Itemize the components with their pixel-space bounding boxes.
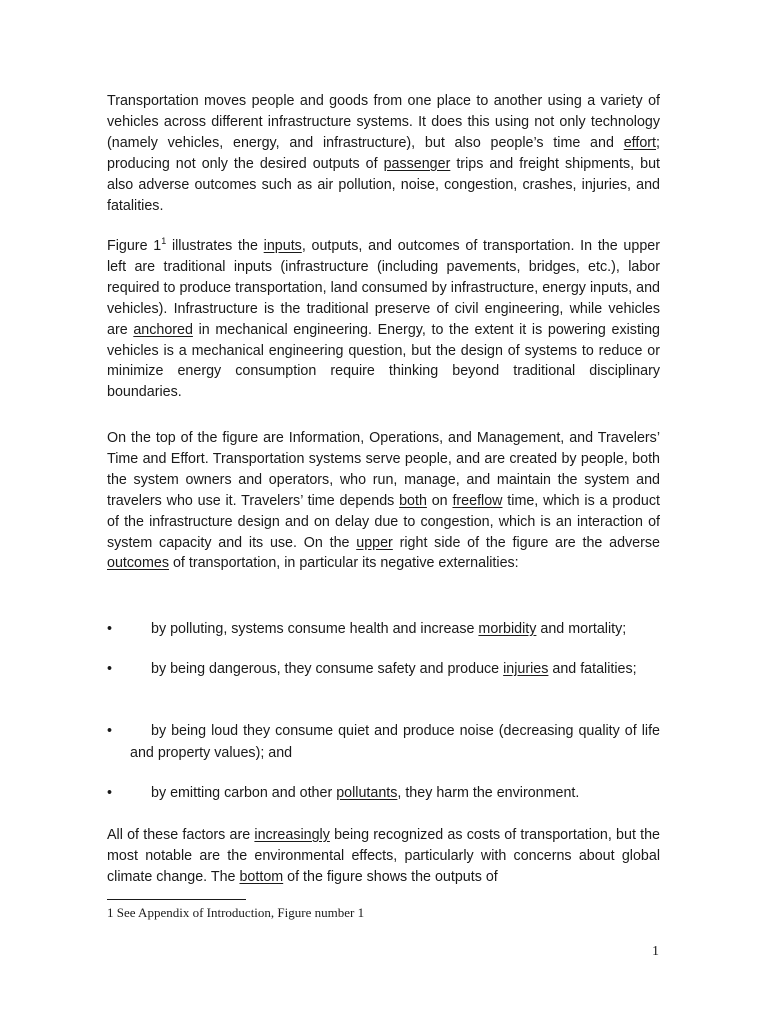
text-run: by being dangerous, they consume safety and produce xyxy=(151,661,504,677)
underlined-term: inputs xyxy=(263,238,302,254)
bullet-text xyxy=(107,782,660,804)
bullet-text xyxy=(107,658,660,680)
paragraph-figure-inputs xyxy=(107,236,660,403)
text-run: in mechanical engineering. Energy, to the extent it is powering existing vehicles is a mechanical engineering question, but the design of systems to reduce or minimize energy consumption require thinking beyond traditional disciplinary boundaries. xyxy=(107,321,660,401)
text-run: On the top of the figure are Information, Operations, and Management, and Travelers’ Time and Effort. Transportation systems serve people, and are created by people, both the system owners and operators, who run, manage, and maintain the system and travelers who use it. Travelers’ time depends xyxy=(107,430,660,509)
text-run: on xyxy=(426,492,453,509)
text-run: of the figure shows the outputs of xyxy=(283,868,498,885)
bullet-marker: • xyxy=(107,661,113,677)
paragraph-costs xyxy=(107,825,660,888)
underlined-term: morbidity xyxy=(478,621,537,637)
underlined-term: passenger xyxy=(383,155,451,172)
text-run: , they harm the environment. xyxy=(397,785,580,801)
underlined-term: upper xyxy=(356,534,393,551)
text-run: and fatalities; xyxy=(548,661,637,677)
bullet-marker: • xyxy=(107,785,113,801)
text-run: time, which is a product of the infrastructure design and on delay due to congestion, which is an interaction of system capacity and its use. On the xyxy=(107,492,660,551)
paragraph-intro xyxy=(107,91,660,216)
text-run: All of these factors are xyxy=(107,827,255,843)
text-run: by polluting, systems consume health and increase xyxy=(151,621,479,637)
text-run: Figure 1 xyxy=(107,238,162,254)
text-run: illustrates the xyxy=(166,238,264,254)
bullet-item xyxy=(107,658,660,680)
footnote: 1 See Appendix of Introduction, Figure number 1 xyxy=(107,905,365,920)
underlined-term: pollutants xyxy=(336,785,398,801)
bullet-marker: • xyxy=(107,621,113,637)
footnote-divider xyxy=(107,899,246,900)
bullet-item xyxy=(107,782,660,804)
text-run: Transportation moves people and goods from one place to another using a variety of vehicles across different infrastructure systems. It does this using not only technology (namely vehicles, energy, and infrastructure), but also people’s time and xyxy=(107,93,660,151)
bullet-text xyxy=(107,618,660,640)
text-run: trips and freight shipments, but also adverse outcomes such as air pollution, noise, congestion, crashes, injuries, and fatalities. xyxy=(107,155,660,214)
bullet-marker: • xyxy=(107,723,113,739)
paragraph-figure-top xyxy=(107,428,660,574)
underlined-term: anchored xyxy=(133,321,193,338)
footnote-reference: 1 xyxy=(161,236,167,247)
underlined-term: injuries xyxy=(503,661,549,677)
bullet-text xyxy=(107,720,660,764)
page-number: 1 xyxy=(652,944,659,959)
text-run: right side of the figure are the adverse xyxy=(392,534,660,551)
text-run: ; producing not only the desired outputs of xyxy=(107,134,660,172)
underlined-term: freeflow xyxy=(452,492,503,509)
text-run: and mortality; xyxy=(536,621,627,637)
underlined-term: bottom xyxy=(239,868,284,885)
bullet-item xyxy=(107,720,660,764)
text-run: of transportation, in particular its negative externalities: xyxy=(168,555,519,572)
underlined-term: increasingly xyxy=(254,827,330,843)
text-run: by emitting carbon and other xyxy=(151,785,337,801)
underlined-term: both xyxy=(399,492,427,509)
text-run: , outputs, and outcomes of transportation. In the upper left are traditional inputs (infrastructure (including pavements, bridges, etc.), labor required to produce transportation, land consumed by infrastructure, energy inputs, and vehicles). Infrastructure is the traditional preserve of civil engineering, while vehicles are xyxy=(107,238,660,338)
text-run: being recognized as costs of transportation, but the most notable are the environmental effects, particularly with concerns about global climate change. The xyxy=(107,827,660,885)
text-run: by being loud they consume quiet and produce noise (decreasing quality of life and property values); and xyxy=(130,723,660,761)
underlined-term: effort xyxy=(623,134,657,151)
underlined-term: outcomes xyxy=(107,555,169,572)
bullet-item xyxy=(107,618,660,640)
